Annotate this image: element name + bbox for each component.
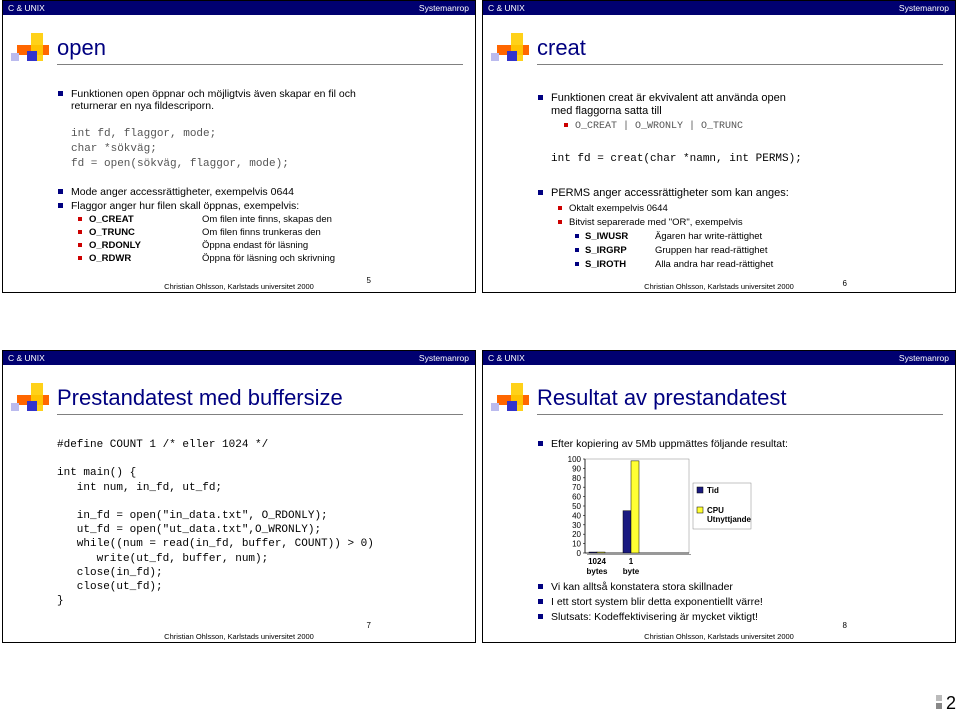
slide-header: [483, 351, 955, 365]
page-number: 6: [842, 279, 847, 288]
slide-logo-icon: [491, 381, 529, 427]
y-tick-label: 10: [572, 539, 581, 549]
page-number: 7: [366, 621, 371, 630]
legend-label: CPU: [707, 506, 724, 515]
conclusion: Vi kan alltså konstatera stora skillnader: [551, 581, 733, 593]
header-left: C & UNIX: [488, 3, 525, 13]
slide-header: [3, 1, 475, 15]
code-line: int num, in_fd, ut_fd;: [57, 481, 223, 494]
corner-mark: [936, 703, 942, 709]
code-line: ut_fd = open("ut_data.txt",O_WRONLY);: [57, 524, 322, 537]
header-right: Systemanrop: [418, 3, 469, 13]
x-tick-label: bytes: [586, 567, 608, 576]
header-right: Systemanrop: [898, 3, 949, 13]
page-number: 8: [842, 621, 847, 630]
bar-chart: [539, 451, 809, 581]
x-tick-label: 1024: [588, 557, 606, 566]
slide-resultat: [482, 350, 956, 643]
code-line-2: char *sökväg;: [71, 143, 157, 155]
legend-swatch: [697, 507, 703, 513]
slide-logo-icon: [11, 381, 49, 427]
y-tick-label: 50: [572, 502, 581, 511]
code-line: }: [57, 595, 64, 608]
perm-name: S_IROTH: [585, 259, 627, 270]
slide-title: Resultat av prestandatest: [537, 385, 787, 410]
y-tick-label: 0: [576, 549, 581, 558]
corner-mark: [936, 695, 942, 701]
y-tick-label: 80: [572, 473, 581, 483]
legend-label: Utnyttjande: [707, 515, 751, 524]
bar-tid: [623, 511, 631, 553]
bar-cpu-utnyttjande: [597, 552, 605, 553]
slide-header: [483, 1, 955, 15]
code-line-3: fd = open(sökväg, flaggor, mode);: [71, 158, 289, 170]
code-line: write(ut_fd, buffer, num);: [57, 552, 269, 565]
slide-logo-icon: [11, 31, 49, 77]
code-line: close(ut_fd);: [57, 581, 163, 593]
title-divider: [57, 64, 463, 65]
flag-desc: Om filen inte finns, skapas den: [202, 214, 332, 225]
y-tick-label: 70: [572, 483, 581, 493]
y-tick-label: 20: [572, 530, 581, 540]
page-number: 5: [366, 276, 371, 285]
header-left: C & UNIX: [8, 3, 45, 13]
flag-desc: Öppna endast för läsning: [202, 240, 309, 251]
x-tick-label: 1: [628, 557, 634, 566]
title-divider: [57, 414, 463, 415]
x-tick-label: byte: [622, 567, 640, 576]
header-right: Systemanrop: [898, 353, 949, 363]
code-line-1: int fd, flaggor, mode;: [71, 128, 217, 140]
slide-logo-icon: [491, 31, 529, 77]
perm-desc: Alla andra har read-rättighet: [655, 259, 774, 270]
slide-header: [3, 351, 475, 365]
slide-footer: Christian Ohlsson, Karlstads universitet 2000: [644, 282, 794, 291]
intro-line-2: med flaggorna satta till: [551, 105, 662, 117]
title-divider: [537, 64, 943, 65]
header-left: C & UNIX: [8, 353, 45, 363]
code-line: while((num = read(in_fd, buffer, COUNT)) > 0): [57, 538, 374, 551]
header-right: Systemanrop: [418, 353, 469, 363]
slide-footer: Christian Ohlsson, Karlstads universitet 2000: [164, 282, 314, 291]
flag-name: O_TRUNC: [89, 227, 135, 238]
slide-open: [2, 0, 476, 293]
flag-name: O_RDWR: [89, 253, 132, 264]
conclusion: Slutsats: Kodeffektivisering är mycket viktigt!: [551, 611, 758, 623]
intro-line-2: returnerar en nya fildescriporn.: [71, 100, 214, 112]
plot-floor: [587, 554, 691, 555]
intro-text: Efter kopiering av 5Mb uppmättes följande resultat:: [551, 438, 788, 450]
y-tick-label: 40: [572, 511, 581, 521]
perms-text: PERMS anger accessrättigheter som kan anges:: [551, 187, 789, 199]
flag-name: O_RDONLY: [89, 240, 141, 251]
flags-text: Flaggor anger hur filen skall öppnas, exempelvis:: [71, 200, 300, 212]
code-line: int main() {: [57, 467, 137, 480]
slide-prestandatest: [2, 350, 476, 643]
y-tick-label: 90: [572, 464, 581, 474]
bar-cpu-utnyttjande: [631, 461, 639, 553]
legend-swatch: [697, 487, 703, 493]
code-line: #define COUNT 1 /* eller 1024 */: [57, 439, 269, 451]
perm-desc: Ägaren har write-rättighet: [655, 231, 763, 242]
perm-desc: Gruppen har read-rättighet: [655, 245, 768, 256]
y-tick-label: 60: [572, 492, 581, 502]
title-divider: [537, 414, 943, 415]
slide-footer: Christian Ohlsson, Karlstads universitet 2000: [644, 632, 794, 641]
legend-label: Tid: [707, 486, 719, 495]
intro-line-1: Funktionen creat är ekvivalent att använda open: [551, 92, 786, 104]
intro-line-1: Funktionen open öppnar och möjligtvis även skapar en fil och: [71, 88, 356, 100]
code-line: in_fd = open("in_data.txt", O_RDONLY);: [57, 510, 328, 522]
page-corner-number: 2: [945, 693, 956, 713]
flag-desc: Om filen finns trunkeras den: [202, 227, 321, 238]
conclusion: I ett stort system blir detta exponentiellt värre!: [551, 596, 763, 608]
flag-desc: Öppna för läsning och skrivning: [202, 253, 336, 264]
slide-title: Prestandatest med buffersize: [57, 385, 343, 410]
creat-signature: int fd = creat(char *namn, int PERMS);: [551, 153, 802, 165]
bitwise-text: Bitvist separerade med "OR", exempelvis: [569, 217, 743, 228]
slide-title: creat: [537, 35, 586, 60]
code-line: close(in_fd);: [57, 566, 163, 579]
perm-name: S_IWUSR: [585, 231, 629, 242]
y-tick-label: 100: [567, 455, 581, 464]
slide-creat: [482, 0, 956, 293]
perm-name: S_IRGRP: [585, 245, 627, 256]
y-tick-label: 30: [572, 520, 581, 530]
flag-name: O_CREAT: [89, 214, 134, 225]
octal-text: Oktalt exempelvis 0644: [569, 203, 668, 214]
slide-footer: Christian Ohlsson, Karlstads universitet 2000: [164, 632, 314, 641]
flags-line: O_CREAT | O_WRONLY | O_TRUNC: [575, 121, 744, 132]
bar-tid: [589, 552, 597, 553]
slide-title: open: [57, 35, 106, 60]
mode-text: Mode anger accessrättigheter, exempelvis 0644: [71, 186, 294, 198]
header-left: C & UNIX: [488, 353, 525, 363]
page-corner: [938, 693, 960, 715]
